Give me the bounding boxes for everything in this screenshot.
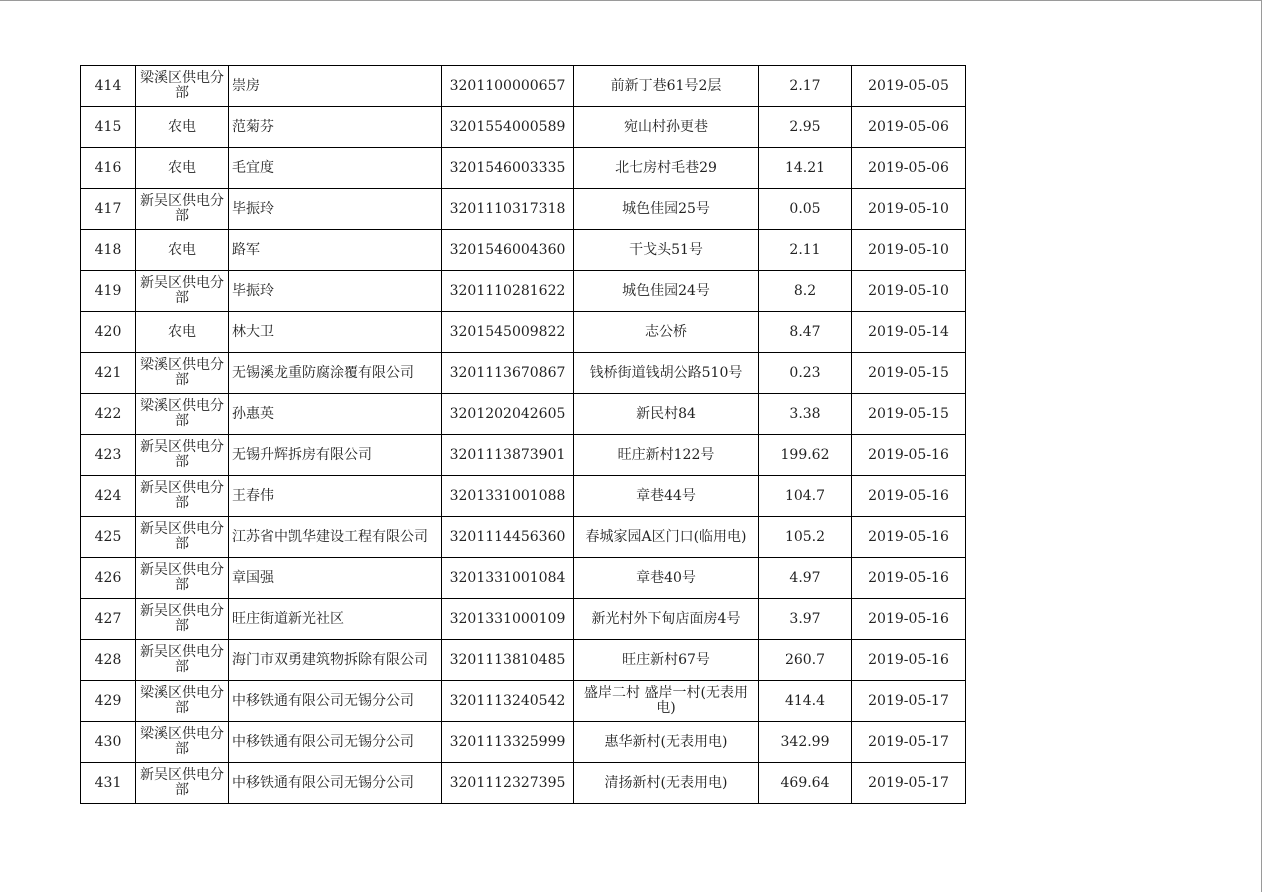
- row-number-cell: 414: [81, 66, 136, 107]
- department-cell: 梁溪区供电分部: [136, 394, 229, 435]
- page-top-edge: [0, 0, 1262, 1]
- table-row: [81, 435, 966, 476]
- row-number-cell: 419: [81, 271, 136, 312]
- address-cell: 城色佳园25号: [574, 189, 759, 230]
- table-row: [81, 476, 966, 517]
- customer-name-cell: 毛宜度: [229, 148, 442, 189]
- amount-cell: 342.99: [759, 722, 852, 763]
- amount-cell: 414.4: [759, 681, 852, 722]
- customer-name-cell: 毕振玲: [229, 271, 442, 312]
- date-cell: 2019-05-16: [852, 476, 966, 517]
- account-number-cell: 3201113873901: [442, 435, 574, 476]
- account-number-cell: 3201331001088: [442, 476, 574, 517]
- account-number-cell: 3201545009822: [442, 312, 574, 353]
- account-number-cell: 3201113240542: [442, 681, 574, 722]
- address-cell: 春城家园A区门口(临用电): [574, 517, 759, 558]
- row-number-cell: 429: [81, 681, 136, 722]
- amount-cell: 8.47: [759, 312, 852, 353]
- row-number-cell: 428: [81, 640, 136, 681]
- records-table: [80, 65, 966, 804]
- department-cell: 新吴区供电分部: [136, 476, 229, 517]
- department-cell: 梁溪区供电分部: [136, 353, 229, 394]
- account-number-cell: 3201331001084: [442, 558, 574, 599]
- table-row: [81, 66, 966, 107]
- customer-name-cell: 孙惠英: [229, 394, 442, 435]
- account-number-cell: 3201554000589: [442, 107, 574, 148]
- address-cell: 志公桥: [574, 312, 759, 353]
- date-cell: 2019-05-17: [852, 763, 966, 804]
- table-row: [81, 394, 966, 435]
- account-number-cell: 3201112327395: [442, 763, 574, 804]
- amount-cell: 4.97: [759, 558, 852, 599]
- amount-cell: 2.95: [759, 107, 852, 148]
- table-row: [81, 558, 966, 599]
- department-cell: 新吴区供电分部: [136, 599, 229, 640]
- department-cell: 农电: [136, 230, 229, 271]
- date-cell: 2019-05-17: [852, 681, 966, 722]
- account-number-cell: 3201110317318: [442, 189, 574, 230]
- customer-name-cell: 章国强: [229, 558, 442, 599]
- account-number-cell: 3201546004360: [442, 230, 574, 271]
- row-number-cell: 423: [81, 435, 136, 476]
- table-row: [81, 312, 966, 353]
- customer-name-cell: 无锡溪龙重防腐涂覆有限公司: [229, 353, 442, 394]
- date-cell: 2019-05-06: [852, 107, 966, 148]
- address-cell: 旺庄新村67号: [574, 640, 759, 681]
- customer-name-cell: 路军: [229, 230, 442, 271]
- date-cell: 2019-05-15: [852, 353, 966, 394]
- row-number-cell: 420: [81, 312, 136, 353]
- date-cell: 2019-05-14: [852, 312, 966, 353]
- table-row: [81, 763, 966, 804]
- customer-name-cell: 中移铁通有限公司无锡分公司: [229, 763, 442, 804]
- table-body: [81, 66, 966, 804]
- address-cell: 钱桥街道钱胡公路510号: [574, 353, 759, 394]
- customer-name-cell: 海门市双勇建筑物拆除有限公司: [229, 640, 442, 681]
- department-cell: 新吴区供电分部: [136, 189, 229, 230]
- date-cell: 2019-05-16: [852, 599, 966, 640]
- address-cell: 北七房村毛巷29: [574, 148, 759, 189]
- table-row: [81, 148, 966, 189]
- date-cell: 2019-05-17: [852, 722, 966, 763]
- date-cell: 2019-05-10: [852, 230, 966, 271]
- date-cell: 2019-05-16: [852, 640, 966, 681]
- row-number-cell: 426: [81, 558, 136, 599]
- row-number-cell: 422: [81, 394, 136, 435]
- address-cell: 城色佳园24号: [574, 271, 759, 312]
- row-number-cell: 417: [81, 189, 136, 230]
- table-row: [81, 230, 966, 271]
- date-cell: 2019-05-06: [852, 148, 966, 189]
- address-cell: 新民村84: [574, 394, 759, 435]
- account-number-cell: 3201546003335: [442, 148, 574, 189]
- department-cell: 新吴区供电分部: [136, 435, 229, 476]
- address-cell: 前新丁巷61号2层: [574, 66, 759, 107]
- address-cell: 惠华新村(无表用电): [574, 722, 759, 763]
- amount-cell: 0.23: [759, 353, 852, 394]
- account-number-cell: 3201331000109: [442, 599, 574, 640]
- row-number-cell: 416: [81, 148, 136, 189]
- address-cell: 章巷44号: [574, 476, 759, 517]
- department-cell: 梁溪区供电分部: [136, 66, 229, 107]
- date-cell: 2019-05-16: [852, 435, 966, 476]
- date-cell: 2019-05-10: [852, 189, 966, 230]
- amount-cell: 2.11: [759, 230, 852, 271]
- amount-cell: 260.7: [759, 640, 852, 681]
- row-number-cell: 427: [81, 599, 136, 640]
- table-row: [81, 107, 966, 148]
- amount-cell: 0.05: [759, 189, 852, 230]
- amount-cell: 469.64: [759, 763, 852, 804]
- date-cell: 2019-05-15: [852, 394, 966, 435]
- account-number-cell: 3201114456360: [442, 517, 574, 558]
- account-number-cell: 3201113810485: [442, 640, 574, 681]
- department-cell: 农电: [136, 312, 229, 353]
- department-cell: 新吴区供电分部: [136, 517, 229, 558]
- amount-cell: 2.17: [759, 66, 852, 107]
- address-cell: 干戈头51号: [574, 230, 759, 271]
- address-cell: 清扬新村(无表用电): [574, 763, 759, 804]
- row-number-cell: 418: [81, 230, 136, 271]
- customer-name-cell: 毕振玲: [229, 189, 442, 230]
- department-cell: 新吴区供电分部: [136, 271, 229, 312]
- date-cell: 2019-05-05: [852, 66, 966, 107]
- table-row: [81, 353, 966, 394]
- amount-cell: 3.97: [759, 599, 852, 640]
- table-row: [81, 271, 966, 312]
- customer-name-cell: 江苏省中凯华建设工程有限公司: [229, 517, 442, 558]
- address-cell: 盛岸二村 盛岸一村(无表用电): [574, 681, 759, 722]
- account-number-cell: 3201202042605: [442, 394, 574, 435]
- amount-cell: 8.2: [759, 271, 852, 312]
- customer-name-cell: 中移铁通有限公司无锡分公司: [229, 722, 442, 763]
- table-row: [81, 599, 966, 640]
- amount-cell: 105.2: [759, 517, 852, 558]
- address-cell: 新光村外下甸店面房4号: [574, 599, 759, 640]
- account-number-cell: 3201113670867: [442, 353, 574, 394]
- table-row: [81, 189, 966, 230]
- date-cell: 2019-05-10: [852, 271, 966, 312]
- department-cell: 梁溪区供电分部: [136, 722, 229, 763]
- table-row: [81, 640, 966, 681]
- row-number-cell: 415: [81, 107, 136, 148]
- customer-name-cell: 中移铁通有限公司无锡分公司: [229, 681, 442, 722]
- customer-name-cell: 王春伟: [229, 476, 442, 517]
- amount-cell: 104.7: [759, 476, 852, 517]
- date-cell: 2019-05-16: [852, 517, 966, 558]
- row-number-cell: 421: [81, 353, 136, 394]
- department-cell: 新吴区供电分部: [136, 640, 229, 681]
- row-number-cell: 430: [81, 722, 136, 763]
- customer-name-cell: 旺庄街道新光社区: [229, 599, 442, 640]
- amount-cell: 3.38: [759, 394, 852, 435]
- address-cell: 章巷40号: [574, 558, 759, 599]
- customer-name-cell: 无锡升辉拆房有限公司: [229, 435, 442, 476]
- customer-name-cell: 崇房: [229, 66, 442, 107]
- row-number-cell: 425: [81, 517, 136, 558]
- customer-name-cell: 林大卫: [229, 312, 442, 353]
- department-cell: 梁溪区供电分部: [136, 681, 229, 722]
- address-cell: 宛山村孙更巷: [574, 107, 759, 148]
- row-number-cell: 431: [81, 763, 136, 804]
- address-cell: 旺庄新村122号: [574, 435, 759, 476]
- department-cell: 农电: [136, 148, 229, 189]
- table-row: [81, 722, 966, 763]
- department-cell: 新吴区供电分部: [136, 558, 229, 599]
- department-cell: 新吴区供电分部: [136, 763, 229, 804]
- account-number-cell: 3201110281622: [442, 271, 574, 312]
- table-row: [81, 517, 966, 558]
- amount-cell: 14.21: [759, 148, 852, 189]
- customer-name-cell: 范菊芬: [229, 107, 442, 148]
- table-row: [81, 681, 966, 722]
- amount-cell: 199.62: [759, 435, 852, 476]
- department-cell: 农电: [136, 107, 229, 148]
- row-number-cell: 424: [81, 476, 136, 517]
- account-number-cell: 3201100000657: [442, 66, 574, 107]
- date-cell: 2019-05-16: [852, 558, 966, 599]
- account-number-cell: 3201113325999: [442, 722, 574, 763]
